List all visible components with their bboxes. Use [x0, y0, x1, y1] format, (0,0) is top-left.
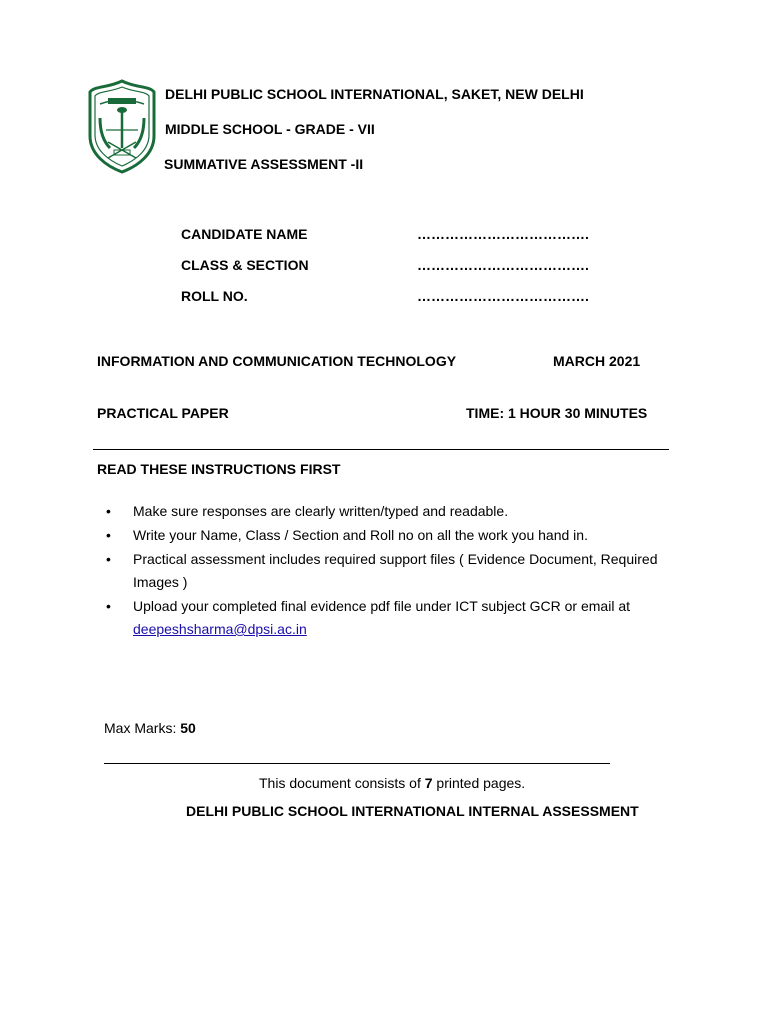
page-count: 7: [424, 775, 433, 791]
roll-no-blank[interactable]: ……………………………….: [417, 288, 589, 304]
max-marks-label: Max Marks:: [104, 720, 181, 736]
school-name: DELHI PUBLIC SCHOOL INTERNATIONAL, SAKET, NEW DELHI: [165, 86, 584, 102]
instructions-list: [104, 500, 684, 642]
divider-bottom: [104, 763, 610, 764]
instruction-item: • Write your Name, Class / Section and Roll no on all the work you hand in.: [104, 524, 684, 547]
max-marks-value: 50: [180, 720, 196, 736]
class-section-blank[interactable]: ……………………………….: [417, 257, 589, 273]
instruction-item: • Upload your completed final evidence pdf file under ICT subject GCR or email at deepeshsharma@dpsi.ac.in: [104, 595, 684, 641]
paper-type: PRACTICAL PAPER: [97, 405, 229, 421]
max-marks: [104, 720, 196, 736]
page-count-note: This document consists of 7 printed pages.: [259, 775, 526, 791]
grade-line: MIDDLE SCHOOL - GRADE - VII: [165, 121, 375, 137]
school-crest-icon: [86, 78, 158, 174]
internal-assessment-line: DELHI PUBLIC SCHOOL INTERNATIONAL INTERNAL ASSESSMENT: [186, 803, 639, 819]
assessment-title: SUMMATIVE ASSESSMENT -II: [164, 156, 364, 172]
candidate-name-label: CANDIDATE NAME: [181, 226, 308, 242]
divider-top: [93, 449, 669, 450]
roll-no-label: ROLL NO.: [181, 288, 248, 304]
email-link[interactable]: deepeshsharma@dpsi.ac.in: [133, 621, 307, 637]
instruction-item: • Make sure responses are clearly written/typed and readable.: [104, 500, 684, 523]
instruction-item: • Practical assessment includes required support files ( Evidence Document, Required Images ): [104, 548, 684, 594]
subject-name: INFORMATION AND COMMUNICATION TECHNOLOGY: [97, 353, 457, 369]
candidate-name-blank[interactable]: ……………………………….: [417, 226, 589, 242]
instructions-heading: READ THESE INSTRUCTIONS FIRST: [97, 461, 341, 477]
exam-time: TIME: 1 HOUR 30 MINUTES: [466, 405, 648, 421]
exam-date: MARCH 2021: [553, 353, 641, 369]
class-section-label: CLASS & SECTION: [181, 257, 309, 273]
